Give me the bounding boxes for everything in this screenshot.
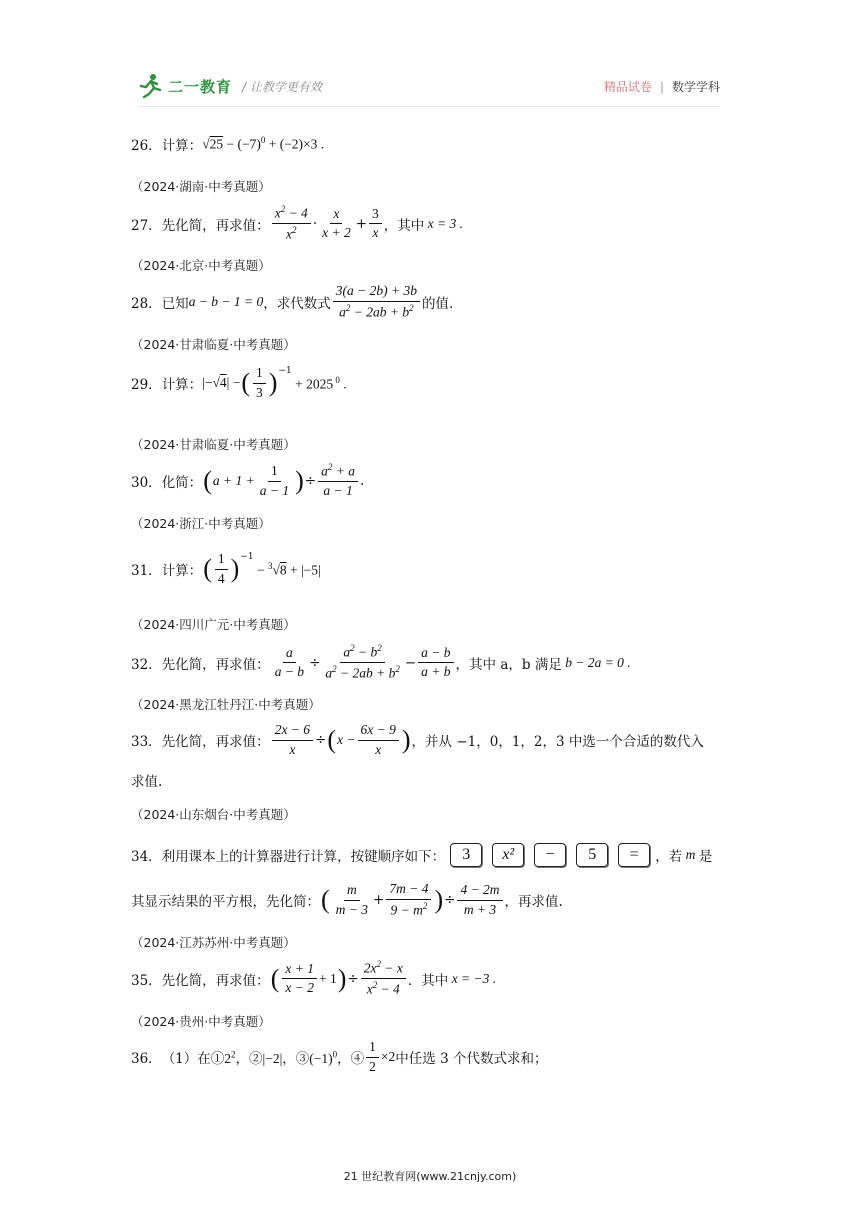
quality-label: 精品试卷 (603, 80, 652, 94)
fraction: $\frac{2x^2 - x}{x^2 - 4}$ (361, 960, 406, 998)
question-text: 先化简，再求值： (161, 734, 270, 751)
fraction: $\frac{m}{m - 3}$ (335, 881, 369, 917)
question-29: 29． 计算： |−√4| − ( $\frac{1}{3}$ ) $^{-1}$ + 2025 $^0$ . (131, 365, 347, 400)
formula: + 2025 $^0$ . (291, 374, 347, 392)
question-text: 计算： (161, 138, 203, 154)
question-source: （2024·黑龙江牡丹江·中考真题） (131, 697, 321, 712)
question-tail: ，并从 −1，0，1，2，3 中选一个合适的数代入 (411, 734, 704, 751)
question-26 (131, 134, 324, 154)
fraction: $\frac{6x - 9}{x}$ (358, 723, 399, 758)
formula: − $^3$√8 + |−5| (253, 560, 321, 578)
question-mid: ，求代数式 (263, 296, 331, 313)
question-33: 33． 先化简，再求值： $\frac{2x - 6}{x}$ ÷ ( x − $\frac{6x - 9}{x}$ ) ，并从 −1，0，1，2，3 中选一个合适的数代入 (131, 722, 704, 757)
fraction: $\frac{a^2 - b^2}{a^2 - 2ab + b^2}$ (325, 643, 400, 681)
page-footer: 21 世纪教育网(www.21cnjy.com) (343, 1170, 517, 1183)
fraction: $\frac{4 - 2m}{m + 3}$ (457, 883, 502, 918)
question-30: 30． 化简： ( a + 1 + $\frac{1}{a - 1}$ ) ÷ $\frac{a^2 + a}{a - 1}$ . (131, 462, 365, 499)
question-32: 32． 先化简，再求值： $\frac{a}{a - b}$ ÷ $\frac{a^2 - b^2}{a^2 - 2ab + b^2}$ − $\frac{a - b}{a + b}$ ，其中 a，b 满足 b − 2a = 0 . (131, 643, 631, 681)
running-man-icon (138, 73, 164, 99)
question-line2: 其显示结果的平方根，先化简： (131, 894, 320, 911)
question-number: 30． (131, 475, 162, 492)
question-tail: 中任选 3 个代数式求和； (395, 1051, 548, 1068)
fraction: $\frac{a}{a - b}$ (274, 644, 305, 680)
fraction: $\frac{7m - 4}{9 - m^2}$ (386, 882, 431, 918)
question-text: 利用课本上的计算器进行计算，按键顺序如下： (161, 849, 446, 865)
question-number: 32． (131, 656, 162, 673)
question-text: 计算： (161, 563, 203, 580)
condition: x = −3 . (448, 970, 497, 986)
fraction: $\frac{x^2 - 4}{x^2}$ (272, 205, 311, 243)
question-source: （2024·甘肃临夏·中考真题） (131, 337, 296, 352)
formula: |−√4| − (202, 375, 241, 391)
question-number: 29． (131, 377, 162, 394)
question-source: （2024·浙江·中考真题） (131, 516, 271, 531)
fraction: $\frac{1}{a - 1}$ (259, 462, 290, 498)
question-text: 先化简，再求值： (161, 972, 270, 989)
question-35: 35． 先化简，再求值： ( $\frac{x + 1}{x - 2}$ + 1 ) ÷ $\frac{2x^2 - x}{x^2 - 4}$ ．其中 x = −3 . (131, 959, 497, 997)
fraction: $\frac{a - b}{a + b}$ (418, 646, 453, 681)
question-text: 已知 (161, 296, 189, 313)
header-separator: | (659, 80, 664, 94)
question-source: （2024·江苏苏州·中考真题） (131, 935, 296, 950)
question-text: 化简： (161, 475, 203, 492)
fraction: $\frac{a^2 + a}{a - 1}$ (318, 463, 358, 499)
question-number: 33． (131, 734, 162, 751)
question-tail: ，其中 a，b 满足 (455, 656, 562, 673)
fraction: $\frac{1}{4}$ (215, 552, 228, 587)
fraction: $\frac{1}{2}$ (366, 1040, 379, 1075)
header-divider (138, 106, 720, 107)
question-34: 34． 利用课本上的计算器进行计算，按键顺序如下： 3 x² − 5 = ，若 m 是 (131, 843, 712, 867)
fraction: $\frac{3}{x}$ (369, 207, 382, 242)
question-source: （2024·甘肃临夏·中考真题） (131, 437, 296, 452)
logo-name: 二一教育 (168, 77, 233, 96)
condition: a − b − 1 = 0 (188, 294, 264, 310)
fraction: $\frac{3(a - 2b) + 3b}{a^2 - 2ab + b^2}$ (333, 284, 420, 320)
question-tail: ．其中 (407, 972, 449, 989)
subject-label: 数学学科 (671, 80, 720, 94)
question-source: （2024·贵州·中考真题） (131, 1014, 271, 1029)
question-number: 26． (131, 138, 162, 154)
fraction: $\frac{1}{3}$ (253, 366, 266, 401)
question-number: 34． (131, 849, 162, 865)
question-number: 36． (131, 1051, 162, 1068)
logo (138, 72, 322, 100)
question-tail: ，若 (655, 849, 683, 865)
question-tail-2: 求值. (131, 774, 163, 790)
fraction: $\frac{x}{x + 2}$ (322, 205, 351, 241)
question-number: 35． (131, 972, 162, 989)
question-text: 先化简，再求值： (161, 656, 270, 673)
page-header (138, 72, 720, 104)
question-31: 31． 计算： ( $\frac{1}{4}$ ) $^{-1}$ − $^3$√8 + |−5| (131, 551, 321, 586)
question-tail: ，其中 (383, 217, 425, 234)
calculator-key-minus: − (534, 843, 566, 867)
calculator-key-5: 5 (576, 843, 608, 867)
question-text: 先化简，再求值： (161, 217, 270, 234)
question-tail: 的值. (422, 296, 454, 313)
formula: $2^2$，②|−2|，$③(-1)^0$，④ (224, 1049, 365, 1067)
question-number: 31． (131, 563, 162, 580)
question-text: （1）在① (161, 1051, 225, 1068)
question-source: （2024·湖南·中考真题） (131, 179, 271, 194)
question-text: 计算： (161, 377, 203, 394)
question-source: （2024·北京·中考真题） (131, 258, 271, 273)
condition: b − 2a = 0 . (561, 654, 631, 670)
condition: x = 3 . (424, 215, 464, 231)
question-number: 27． (131, 217, 162, 234)
question-source: （2024·四川广元·中考真题） (131, 617, 296, 632)
calculator-key-3: 3 (450, 843, 482, 867)
question-line2-tail: ，再求值. (504, 894, 563, 911)
question-number: 28． (131, 296, 162, 313)
calculator-key-square: x² (492, 843, 524, 867)
slogan: / 让教学更有效 (242, 79, 322, 94)
question-tail-b: 是 (698, 849, 713, 865)
header-right (604, 78, 720, 95)
question-36: 36． （1）在① $2^2$，②|−2|，$③(-1)^0$，④ $\frac{1}{2}$ ×2 中任选 3 个代数式求和； (131, 1039, 548, 1074)
question-34-cont: 其显示结果的平方根，先化简： ( $\frac{m}{m - 3}$ + $\frac{7m - 4}{9 - m^2}$ ) ÷ $\frac{4 - 2m}{m + 3}$ ，再求值. (131, 881, 563, 918)
question-28 (131, 284, 453, 320)
fraction: $\frac{x + 1}{x - 2}$ (282, 962, 317, 997)
calculator-key-equals: = (618, 843, 650, 867)
question-27: 27． 先化简，再求值： $\frac{x^2 - 4}{x^2}$ · $\frac{x}{x + 2}$ + $\frac{3}{x}$ ，其中 x = 3 . (131, 204, 464, 242)
question-33-cont (131, 770, 162, 790)
question-source: （2024·山东烟台·中考真题） (131, 807, 296, 822)
fraction: $\frac{2x - 6}{x}$ (272, 723, 313, 758)
formula: $√25 - (-7)^0 + (-2)\times 3$ . (202, 135, 325, 152)
